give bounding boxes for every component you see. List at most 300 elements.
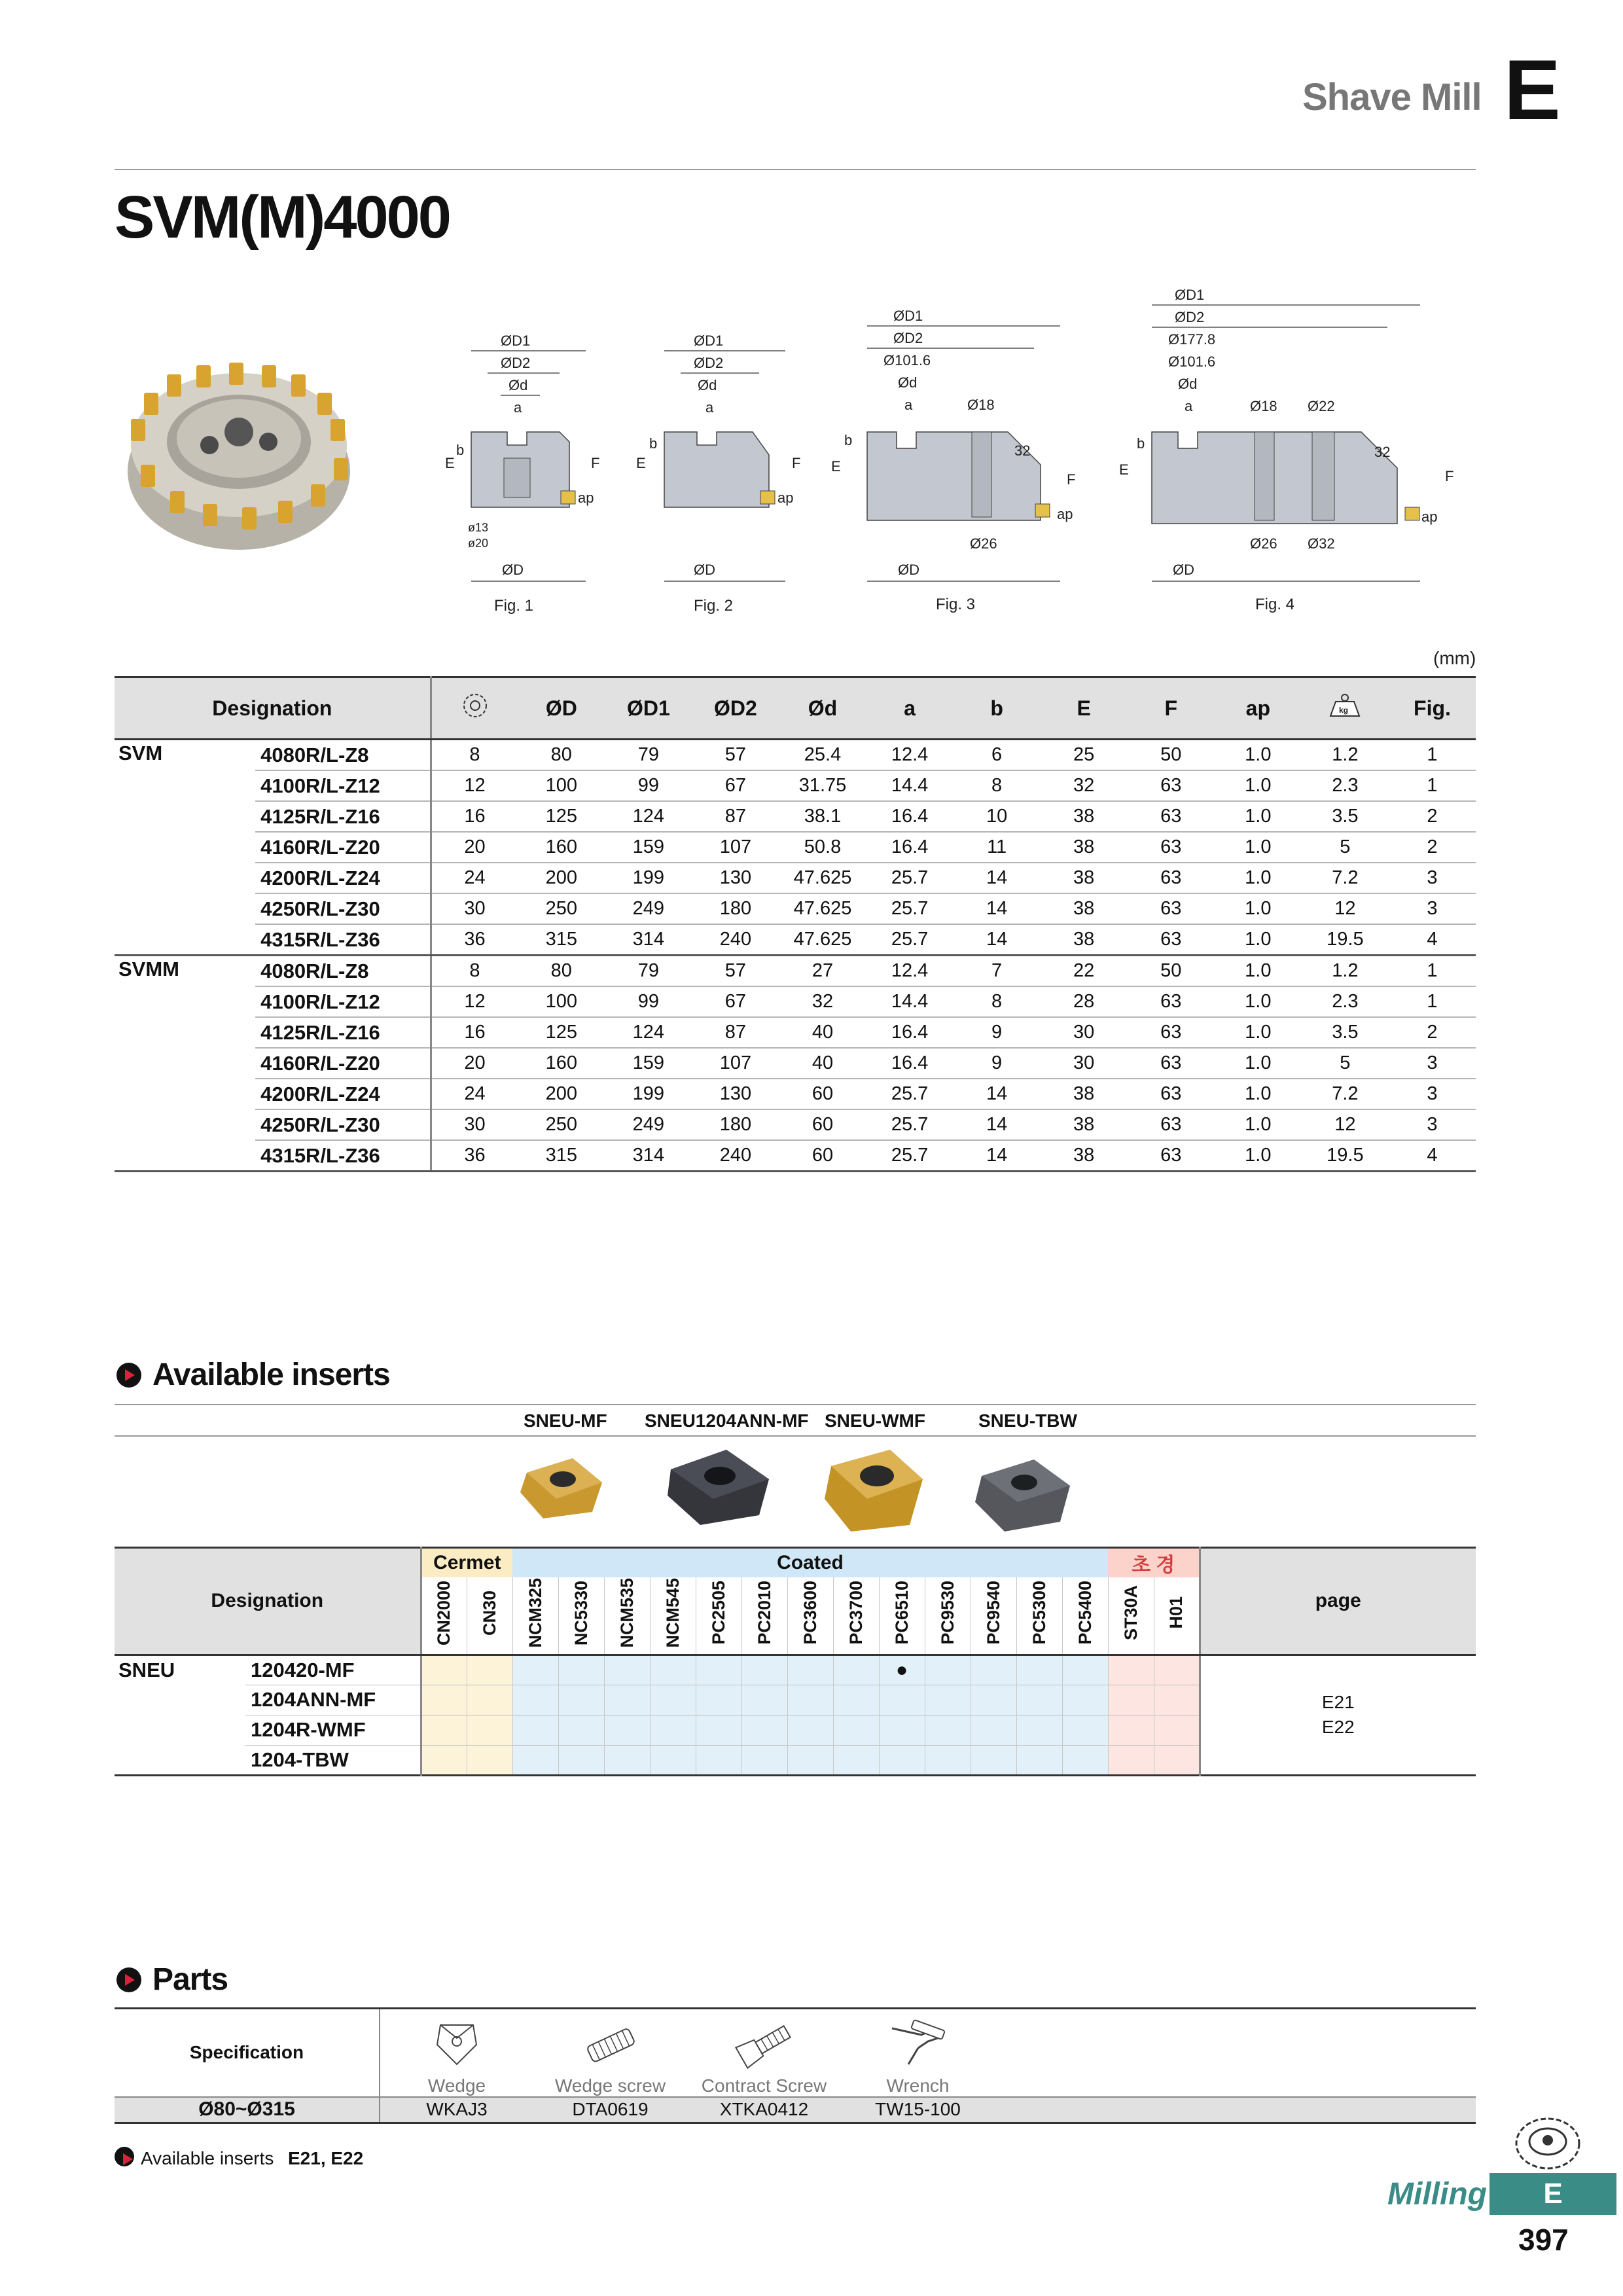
fig1-label-D1: ØD1 <box>501 332 531 349</box>
spec-cell: 14 <box>954 1079 1041 1109</box>
spec-cell: 1.0 <box>1215 893 1302 924</box>
grade-cell <box>833 1745 879 1775</box>
fig1-label-D2: ØD2 <box>501 355 531 371</box>
spec-cell: 63 <box>1128 1017 1215 1048</box>
grade-cell <box>604 1715 650 1745</box>
spec-cell: 314 <box>605 924 692 956</box>
fig4-label-D2: ØD2 <box>1175 309 1205 325</box>
grade-name-label: PC2505 <box>708 1581 728 1645</box>
fig2-label-b: b <box>649 435 658 452</box>
header-designation: Designation <box>115 677 431 740</box>
grade-header-page: page <box>1200 1548 1476 1655</box>
insert-grade-table <box>115 1547 1476 1776</box>
figure-1-caption: Fig. 1 <box>494 597 534 615</box>
spec-cell: 30 <box>431 1109 518 1140</box>
fig3-label-D1: ØD1 <box>893 308 923 324</box>
spec-cell: 107 <box>692 1048 779 1079</box>
section-letter: E <box>1504 42 1561 137</box>
grade-name-label: PC5400 <box>1075 1581 1095 1645</box>
insert-code: 120420-MF <box>245 1655 421 1685</box>
fig3-label-d26: Ø26 <box>970 535 997 552</box>
spec-cell: 16.4 <box>866 801 954 832</box>
grade-cell <box>650 1745 696 1775</box>
fig3-label-b: b <box>844 432 853 448</box>
wrench-icon <box>882 2018 954 2071</box>
spec-cell: 19.5 <box>1302 1140 1389 1172</box>
fig3-label-D: ØD <box>898 562 919 578</box>
spec-cell: 79 <box>605 740 692 771</box>
spec-cell: 4 <box>1389 924 1476 956</box>
grade-cell <box>741 1745 787 1775</box>
grade-cell <box>879 1715 925 1745</box>
spec-cell: 25 <box>1041 740 1128 771</box>
fig4-label-d: Ød <box>1178 376 1198 392</box>
designation-code: 4160R/L-Z20 <box>255 1048 431 1079</box>
spec-row <box>115 1140 1476 1172</box>
cutter-photo <box>118 340 360 556</box>
spec-cell: 12.4 <box>866 956 954 987</box>
spec-cell: 79 <box>605 956 692 987</box>
spec-cell: 14.4 <box>866 770 954 801</box>
part-code-wedge-screw: DTA0619 <box>572 2099 649 2120</box>
spec-cell: 2.3 <box>1302 986 1389 1017</box>
spec-cell: 63 <box>1128 1048 1215 1079</box>
spec-cell: 124 <box>605 1017 692 1048</box>
spec-cell: 3 <box>1389 1048 1476 1079</box>
spec-cell: 124 <box>605 801 692 832</box>
fig2-label-a: a <box>705 399 714 416</box>
fig2-label-F: F <box>792 455 801 471</box>
fig4-label-a: a <box>1185 398 1193 414</box>
footer-category: Milling <box>1387 2177 1487 2212</box>
spec-cell: 80 <box>518 740 605 771</box>
grade-cell <box>1016 1715 1062 1745</box>
spec-cell: 5 <box>1302 1048 1389 1079</box>
fig4-label-d26: Ø26 <box>1250 535 1277 552</box>
spec-cell: 1.0 <box>1215 1109 1302 1140</box>
spec-cell: 12.4 <box>866 740 954 771</box>
spec-cell: 38 <box>1041 863 1128 893</box>
spec-cell: 180 <box>692 893 779 924</box>
insert-page-ref: E21 <box>1321 1692 1355 1712</box>
spec-cell: 1.0 <box>1215 1079 1302 1109</box>
grade-cell <box>1062 1715 1108 1745</box>
spec-cell: 3.5 <box>1302 801 1389 832</box>
spec-row <box>115 956 1476 987</box>
spec-row <box>115 986 1476 1017</box>
parts-range: Ø80~Ø315 <box>115 2097 380 2123</box>
spec-cell: 130 <box>692 1079 779 1109</box>
grade-name <box>650 1577 696 1655</box>
insert-page-ref: E22 <box>1321 1717 1355 1737</box>
spec-cell: 63 <box>1128 1079 1215 1109</box>
spec-cell: 38 <box>1041 832 1128 863</box>
grade-cell <box>512 1745 558 1775</box>
spec-cell: 67 <box>692 770 779 801</box>
spec-cell: 8 <box>954 986 1041 1017</box>
spec-cell: 63 <box>1128 770 1215 801</box>
grade-name <box>1016 1577 1062 1655</box>
spec-cell: 60 <box>779 1109 866 1140</box>
spec-cell: 3 <box>1389 1079 1476 1109</box>
fig4-label-ap: ap <box>1421 509 1438 525</box>
grade-cell <box>833 1655 879 1685</box>
spec-cell: 12 <box>1302 1109 1389 1140</box>
header-E: E <box>1041 677 1128 740</box>
grade-cell <box>971 1745 1016 1775</box>
spec-cell: 50.8 <box>779 832 866 863</box>
spec-cell: 47.625 <box>779 863 866 893</box>
header-D: ØD <box>518 677 605 740</box>
spec-cell: 27 <box>779 956 866 987</box>
grade-group-coated: Coated <box>512 1548 1108 1578</box>
fig1-label-d13: ø13 <box>468 521 489 534</box>
designation-code: 4100R/L-Z12 <box>255 986 431 1017</box>
spec-cell: 159 <box>605 832 692 863</box>
grade-cell <box>741 1655 787 1685</box>
insert-image-sneu-tbw <box>969 1450 1080 1535</box>
spec-cell: 24 <box>431 1079 518 1109</box>
spec-cell: 1 <box>1389 956 1476 987</box>
grade-cell <box>971 1715 1016 1745</box>
spec-cell: 38.1 <box>779 801 866 832</box>
grade-name-label: PC6510 <box>891 1581 912 1645</box>
grade-name-label: CN2000 <box>434 1580 454 1645</box>
grade-cell <box>696 1685 741 1715</box>
part-name-wedge-screw: Wedge screw <box>554 2075 666 2096</box>
spec-cell: 240 <box>692 1140 779 1172</box>
header-D1: ØD1 <box>605 677 692 740</box>
fig1-label-E: E <box>445 455 455 471</box>
spec-cell: 16 <box>431 801 518 832</box>
grade-name-label: PC3600 <box>800 1581 820 1645</box>
spec-cell: 1.0 <box>1215 740 1302 771</box>
product-title: SVM(M)4000 <box>115 184 450 251</box>
spec-cell: 30 <box>431 893 518 924</box>
grade-name <box>1154 1577 1200 1655</box>
grade-cell <box>833 1715 879 1745</box>
spec-cell: 5 <box>1302 832 1389 863</box>
spec-cell: 1.2 <box>1302 956 1389 987</box>
spec-cell: 3 <box>1389 1109 1476 1140</box>
spec-cell: 47.625 <box>779 924 866 956</box>
designation-code: 4200R/L-Z24 <box>255 1079 431 1109</box>
grade-cell <box>512 1655 558 1685</box>
spec-cell: 14 <box>954 924 1041 956</box>
spec-cell: 30 <box>1041 1048 1128 1079</box>
spec-cell: 200 <box>518 1079 605 1109</box>
header-d: Ød <box>779 677 866 740</box>
spec-cell: 50 <box>1128 956 1215 987</box>
spec-cell: 32 <box>1041 770 1128 801</box>
grade-cell <box>1154 1745 1200 1775</box>
grade-cell <box>467 1715 512 1745</box>
insert-image-sneu1204ann-mf <box>661 1440 779 1532</box>
figure-3-diagram <box>825 301 1099 589</box>
series-name: SVM <box>115 740 255 956</box>
part-name-wedge: Wedge <box>427 2075 486 2096</box>
spec-row <box>115 1017 1476 1048</box>
spec-cell: 250 <box>518 1109 605 1140</box>
spec-row <box>115 893 1476 924</box>
grade-cell <box>741 1685 787 1715</box>
part-wedge <box>380 2009 533 2097</box>
fig4-label-d1016: Ø101.6 <box>1168 353 1216 370</box>
part-name-wrench: Wrench <box>886 2075 950 2096</box>
spec-cell: 38 <box>1041 801 1128 832</box>
spec-cell: 1.0 <box>1215 863 1302 893</box>
spec-cell: 57 <box>692 956 779 987</box>
fig4-label-F: F <box>1445 468 1454 484</box>
grade-cell <box>787 1715 833 1745</box>
grade-group-cermet: Cermet <box>421 1548 512 1578</box>
grade-name <box>833 1577 879 1655</box>
grade-name <box>512 1577 558 1655</box>
grade-cell <box>421 1685 467 1715</box>
header-fig: Fig. <box>1389 677 1476 740</box>
spec-cell: 63 <box>1128 863 1215 893</box>
grade-cell <box>925 1715 971 1745</box>
spec-cell: 8 <box>431 956 518 987</box>
spec-cell: 38 <box>1041 1140 1128 1172</box>
grade-cell <box>1108 1715 1154 1745</box>
grade-cell <box>1154 1715 1200 1745</box>
spec-cell: 240 <box>692 924 779 956</box>
grade-name-label: NCM325 <box>525 1577 545 1648</box>
spec-cell: 1.2 <box>1302 740 1389 771</box>
insert-code: 1204ANN-MF <box>245 1685 421 1715</box>
part-wedge-screw <box>533 2009 687 2097</box>
spec-row <box>115 863 1476 893</box>
grade-cell <box>925 1655 971 1685</box>
grade-cell <box>879 1685 925 1715</box>
grade-name <box>787 1577 833 1655</box>
grade-name <box>696 1577 741 1655</box>
spec-cell: 28 <box>1041 986 1128 1017</box>
grade-cell <box>1062 1685 1108 1715</box>
grade-name <box>925 1577 971 1655</box>
spec-cell: 14 <box>954 863 1041 893</box>
spec-cell: 99 <box>605 986 692 1017</box>
grade-name-label: CN30 <box>479 1590 499 1636</box>
spec-cell: 2 <box>1389 832 1476 863</box>
designation-code: 4080R/L-Z8 <box>255 740 431 771</box>
spec-cell: 22 <box>1041 956 1128 987</box>
grade-cell <box>696 1745 741 1775</box>
grade-name-label: NCM535 <box>616 1577 637 1648</box>
unit-note: (mm) <box>1433 648 1476 668</box>
parts-note-bullet-icon <box>115 2147 134 2166</box>
spec-cell: 30 <box>1041 1017 1128 1048</box>
spec-cell: 67 <box>692 986 779 1017</box>
spec-cell: 14 <box>954 893 1041 924</box>
spec-cell: 1.0 <box>1215 1048 1302 1079</box>
spec-cell: 9 <box>954 1017 1041 1048</box>
spec-cell: 38 <box>1041 1109 1128 1140</box>
grade-name-label: H01 <box>1166 1596 1186 1630</box>
designation-code: 4160R/L-Z20 <box>255 832 431 863</box>
insert-name-3: SNEU-WMF <box>825 1410 925 1431</box>
grade-cell <box>1108 1745 1154 1775</box>
spec-cell: 125 <box>518 1017 605 1048</box>
spec-cell: 25.4 <box>779 740 866 771</box>
contract-screw-icon <box>728 2018 800 2071</box>
parts-note-pages: E21, E22 <box>288 2148 364 2168</box>
section-title: Shave Mill <box>1302 76 1482 118</box>
grade-cell <box>696 1655 741 1685</box>
part-name-contract-screw: Contract Screw <box>701 2075 827 2096</box>
grade-cell <box>1016 1685 1062 1715</box>
kg-icon-label: kg <box>1339 706 1349 715</box>
grade-cell <box>421 1745 467 1775</box>
spec-cell: 12 <box>431 986 518 1017</box>
spec-cell: 63 <box>1128 1109 1215 1140</box>
spec-row <box>115 1109 1476 1140</box>
spec-cell: 1 <box>1389 986 1476 1017</box>
spec-cell: 38 <box>1041 924 1128 956</box>
designation-code: 4250R/L-Z30 <box>255 1109 431 1140</box>
available-inserts-title: Available inserts <box>152 1357 390 1392</box>
grade-name <box>1062 1577 1108 1655</box>
grade-name <box>741 1577 787 1655</box>
insert-name-4: SNEU-TBW <box>978 1410 1077 1431</box>
fig2-label-D: ØD <box>694 562 715 578</box>
designation-code: 4200R/L-Z24 <box>255 863 431 893</box>
figure-4-caption: Fig. 4 <box>1255 596 1295 613</box>
part-code-contract-screw: XTKA0412 <box>719 2099 809 2120</box>
grade-cell <box>925 1685 971 1715</box>
grade-cell <box>650 1655 696 1685</box>
insert-count-icon <box>431 677 518 740</box>
designation-code: 4315R/L-Z36 <box>255 924 431 956</box>
spec-cell: 16.4 <box>866 1017 954 1048</box>
spec-cell: 60 <box>779 1079 866 1109</box>
grade-cell <box>833 1685 879 1715</box>
grade-cell <box>1062 1655 1108 1685</box>
grade-cell <box>787 1745 833 1775</box>
spec-cell: 4 <box>1389 1140 1476 1172</box>
insert-series: SNEU <box>118 1658 175 1681</box>
spec-cell: 1.0 <box>1215 1017 1302 1048</box>
figure-2-diagram <box>628 327 812 589</box>
fig2-label-ap: ap <box>777 490 794 506</box>
spec-cell: 1.0 <box>1215 1140 1302 1172</box>
fig1-label-ap: ap <box>578 490 594 506</box>
grade-name <box>604 1577 650 1655</box>
fig1-label-F: F <box>591 455 600 471</box>
grade-cell <box>925 1745 971 1775</box>
spec-cell: 2.3 <box>1302 770 1389 801</box>
fig3-label-d18: Ø18 <box>967 397 995 413</box>
designation-code: 4080R/L-Z8 <box>255 956 431 987</box>
header-b: b <box>954 677 1041 740</box>
spec-cell: 19.5 <box>1302 924 1389 956</box>
header-a: a <box>866 677 954 740</box>
grade-cell <box>467 1745 512 1775</box>
spec-cell: 7.2 <box>1302 1079 1389 1109</box>
grade-header-designation: Designation <box>115 1548 421 1655</box>
spec-cell: 249 <box>605 1109 692 1140</box>
spec-cell: 9 <box>954 1048 1041 1079</box>
spec-cell: 100 <box>518 770 605 801</box>
footer-section-tab: E <box>1489 2173 1616 2215</box>
fig3-label-32: 32 <box>1014 442 1031 459</box>
spec-cell: 20 <box>431 1048 518 1079</box>
fig4-label-D1: ØD1 <box>1175 287 1205 303</box>
designation-code: 4315R/L-Z36 <box>255 1140 431 1172</box>
grade-name <box>1108 1577 1154 1655</box>
grade-cell: ● <box>879 1655 925 1685</box>
spec-row <box>115 1079 1476 1109</box>
grade-name-label: ST30A <box>1120 1585 1141 1641</box>
grade-cell <box>421 1655 467 1685</box>
spec-cell: 7.2 <box>1302 863 1389 893</box>
grade-cell <box>467 1685 512 1715</box>
spec-cell: 99 <box>605 770 692 801</box>
grade-name <box>971 1577 1016 1655</box>
figure-4-diagram <box>1099 288 1453 589</box>
fig1-label-a: a <box>514 399 522 416</box>
spec-cell: 25.7 <box>866 1140 954 1172</box>
spec-row <box>115 770 1476 801</box>
grade-cell <box>787 1685 833 1715</box>
part-code-wedge: WKAJ3 <box>426 2099 488 2120</box>
fig1-label-b: b <box>456 442 465 458</box>
series-name: SVMM <box>115 956 255 1172</box>
wedge-icon <box>427 2018 486 2071</box>
wedge-screw-icon <box>575 2018 647 2071</box>
page-number: 397 <box>1518 2223 1569 2257</box>
figure-3-caption: Fig. 3 <box>936 596 976 613</box>
fig1-label-d: Ød <box>508 377 528 393</box>
grade-name-label: PC3700 <box>846 1581 866 1645</box>
kg-weight-icon <box>1302 677 1389 740</box>
fig2-label-E: E <box>636 455 646 471</box>
grade-cell <box>1154 1655 1200 1685</box>
spec-cell: 125 <box>518 801 605 832</box>
spec-cell: 1.0 <box>1215 924 1302 956</box>
grade-cell <box>558 1655 604 1685</box>
spec-cell: 25.7 <box>866 924 954 956</box>
fig4-label-d22: Ø22 <box>1308 398 1335 414</box>
spec-cell: 38 <box>1041 1079 1128 1109</box>
fig4-label-E: E <box>1119 461 1129 478</box>
spec-cell: 1.0 <box>1215 986 1302 1017</box>
spec-cell: 25.7 <box>866 893 954 924</box>
spec-cell: 16 <box>431 1017 518 1048</box>
spec-cell: 60 <box>779 1140 866 1172</box>
part-code-wrench: TW15-100 <box>875 2099 961 2120</box>
spec-cell: 250 <box>518 893 605 924</box>
spec-cell: 7 <box>954 956 1041 987</box>
grade-name-label: PC9540 <box>983 1581 1003 1645</box>
fig2-label-D1: ØD1 <box>694 332 724 349</box>
grade-name-label: PC5300 <box>1029 1581 1049 1645</box>
spec-cell: 40 <box>779 1048 866 1079</box>
fig3-label-E: E <box>831 458 841 475</box>
fig4-label-d18: Ø18 <box>1250 398 1277 414</box>
grade-name-label: NCM545 <box>662 1577 683 1648</box>
grade-cell <box>604 1685 650 1715</box>
spec-cell: 25.7 <box>866 863 954 893</box>
spec-cell: 11 <box>954 832 1041 863</box>
spec-cell: 180 <box>692 1109 779 1140</box>
spec-cell: 12 <box>431 770 518 801</box>
fig4-label-d32: Ø32 <box>1308 535 1335 552</box>
spec-cell: 107 <box>692 832 779 863</box>
spec-cell: 36 <box>431 924 518 956</box>
spec-cell: 8 <box>954 770 1041 801</box>
